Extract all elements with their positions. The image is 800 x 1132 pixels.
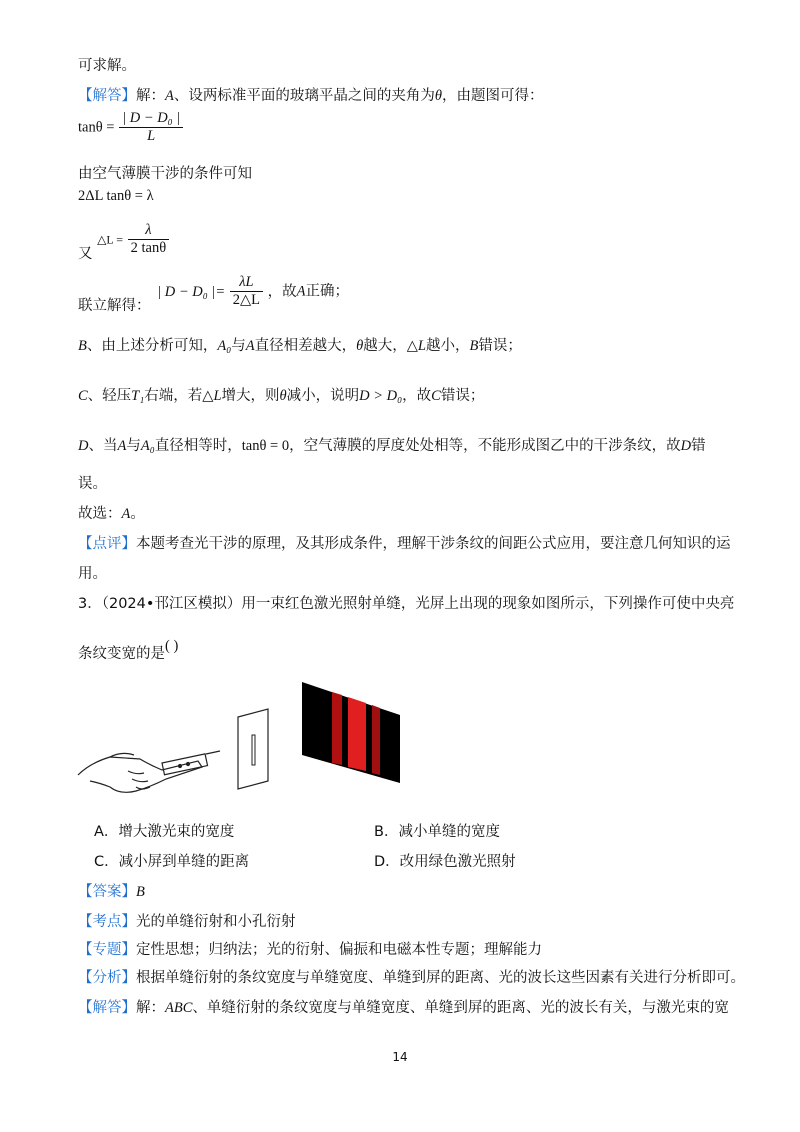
text: 、轻压 [87, 388, 132, 404]
answer-line [78, 880, 145, 901]
var: A [245, 338, 255, 354]
option-a[interactable]: A．增大激光束的宽度 [94, 824, 235, 840]
text-line: 可求解。 [78, 58, 136, 74]
knowledge-point-line [78, 910, 296, 931]
numerator: λL [230, 274, 263, 292]
solution-tag: 【解答】 [78, 88, 136, 104]
text: 错 [691, 438, 706, 454]
combined-solution [78, 274, 349, 314]
equation-interference: 2ΔL tanθ = λ [78, 188, 154, 204]
text: 本题考查光干涉的原理，及其形成条件，理解干涉条纹的间距公式应用，要注意几何知识的运 [136, 536, 731, 552]
denominator: 2 tanθ [130, 240, 167, 256]
numerator: λ [128, 222, 170, 240]
formula: tanθ = 0 [241, 438, 290, 454]
text: 联立解得： [78, 297, 151, 314]
laser-hand-icon [78, 751, 220, 792]
text: 、设两标准平面的玻璃平晶之间的夹角为 [173, 88, 435, 104]
question-3-line1: 3．（2024•邗江区模拟）用一束红色激光照射单缝，光屏上出现的现象如图所示，下列操作可使中央亮 [78, 596, 735, 612]
option-d[interactable]: D．改用绿色激光照射 [374, 854, 516, 870]
text: 又 [78, 245, 93, 262]
denominator: 2△L [232, 292, 261, 308]
var: L [213, 388, 222, 404]
text: ，故 [402, 388, 432, 404]
text: 。 [130, 506, 145, 522]
topic-tag: 【专题】 [78, 942, 136, 958]
fraction [128, 222, 170, 257]
var: θ [356, 338, 364, 354]
text: 越小， [425, 338, 470, 354]
topic-line [78, 938, 542, 959]
diffraction-figure [70, 675, 410, 805]
var: D [78, 438, 89, 454]
text: 错误； [478, 338, 522, 354]
var: A₀ [217, 338, 232, 354]
var: A [165, 88, 174, 104]
var: C [78, 388, 88, 404]
text: 与 [126, 438, 141, 454]
fraction [119, 110, 183, 145]
text: 解： [136, 88, 165, 104]
text: 直径相等时， [154, 438, 242, 454]
comment-tag: 【点评】 [78, 536, 136, 552]
text: ，由题图可得： [441, 88, 544, 104]
fraction [230, 274, 263, 309]
text-line: 误。 [78, 476, 107, 492]
text: 、当 [88, 438, 118, 454]
text: 右端，若△ [144, 388, 214, 404]
diffraction-pattern-screen [302, 682, 400, 783]
text-line: 由空气薄膜干涉的条件可知 [78, 166, 252, 182]
page-number: 14 [392, 1050, 408, 1064]
text: 与 [231, 338, 246, 354]
choose-line [78, 502, 145, 523]
text: 条纹变宽的是 [78, 646, 165, 662]
var: T₁ [131, 388, 145, 404]
analysis-b [78, 334, 522, 355]
denominator: L [147, 128, 156, 144]
var: A [117, 438, 127, 454]
text: 错误； [440, 388, 485, 404]
var: B [469, 338, 479, 354]
eq-lhs: tanθ = [78, 119, 115, 136]
text: 增大，则 [221, 388, 280, 404]
equation-tan [78, 110, 183, 145]
var: θ [434, 88, 442, 104]
text: 定性思想；归纳法；光的衍射、偏振和电磁本性专题；理解能力 [136, 942, 542, 958]
analysis-line [78, 966, 745, 987]
analysis-tag: 【分析】 [78, 970, 136, 986]
var: θ [279, 388, 287, 404]
solution-intro [78, 84, 543, 105]
var: D > D₀ [359, 388, 403, 404]
text: 减小，说明 [286, 388, 360, 404]
text: 故选： [78, 506, 122, 522]
numerator: | D − D₀ | [119, 110, 183, 128]
var: C [431, 388, 441, 404]
var: L [417, 338, 426, 354]
text: ，空气薄膜的厚度处处相等，不能形成图乙中的干涉条纹，故 [289, 438, 681, 454]
var: ABC [165, 1000, 193, 1016]
answer-tag: 【答案】 [78, 884, 136, 900]
text: 光的单缝衍射和小孔衍射 [136, 914, 296, 930]
solution-tag: 【解答】 [78, 1000, 136, 1016]
solution-line [78, 996, 729, 1017]
text: 、由上述分析可知， [86, 338, 218, 354]
var: A₀ [140, 438, 155, 454]
single-slit-plate [238, 709, 268, 789]
analysis-c [78, 384, 484, 405]
eq-lhs: | D − D₀ |= [157, 283, 226, 300]
answer-value: B [136, 884, 145, 900]
eq-lhs: △L = [97, 232, 123, 247]
knowledge-tag: 【考点】 [78, 914, 136, 930]
var: A [121, 506, 131, 522]
text: 根据单缝衍射的条纹宽度与单缝宽度、单缝到屏的距离、光的波长这些因素有关进行分析即可。 [136, 970, 745, 986]
text: ，故 [267, 283, 297, 300]
text: 越大，△ [363, 338, 418, 354]
comment-line [78, 532, 731, 553]
question-3-line2 [78, 638, 179, 663]
text-line: 用。 [78, 566, 107, 582]
text: 直径相差越大， [254, 338, 357, 354]
var: A [296, 283, 306, 300]
option-c[interactable]: C．减小屏到单缝的距离 [94, 854, 250, 870]
text: 正确； [305, 283, 349, 300]
equation-deltaL [78, 222, 169, 262]
option-b[interactable]: B．减小单缝的宽度 [374, 824, 500, 840]
text: 、单缝衍射的条纹宽度与单缝宽度、单缝到屏的距离、光的波长有关，与激光束的宽 [192, 1000, 729, 1016]
analysis-d [78, 434, 706, 455]
var: B [78, 338, 87, 354]
answer-paren: ( ) [165, 638, 179, 654]
var: D [680, 438, 692, 454]
text: 解： [136, 1000, 165, 1016]
